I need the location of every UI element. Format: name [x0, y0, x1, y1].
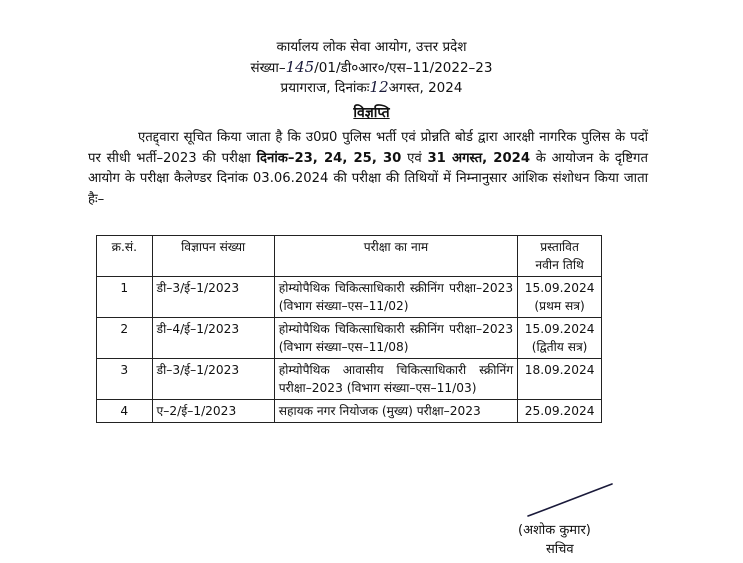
table-row [97, 318, 602, 359]
cell-shift: (प्रथम सत्र) [534, 299, 585, 313]
notice-month-bold: 31 अगस्त, 2024 [427, 150, 530, 166]
header-date-line2: नवीन तिथि [535, 258, 584, 272]
notice-paragraph [88, 128, 648, 210]
reference-prefix: संख्या– [250, 60, 286, 76]
cell-exam: होम्योपैथिक आवासीय चिकित्साधिकारी स्क्रीनिंग परीक्षा–2023 (विभाग संख्या–एस–11/03) [274, 359, 517, 400]
table-row [97, 277, 602, 318]
table-row [97, 400, 602, 423]
cell-sno: 1 [97, 277, 153, 318]
cell-sno: 2 [97, 318, 153, 359]
cell-exam: सहायक नगर नियोजक (मुख्य) परीक्षा–2023 [274, 400, 517, 423]
reference-handwritten-number: 145 [285, 58, 315, 76]
cell-exam: होम्योपैथिक चिकित्साधिकारी स्क्रीनिंग परीक्षा–2023 (विभाग संख्या–एस–11/02) [274, 277, 517, 318]
cell-sno: 3 [97, 359, 153, 400]
cell-shift: (द्वितीय सत्र) [531, 340, 588, 354]
table-header-row [97, 236, 602, 277]
notice-text-part3: के आयोजन के दृष्टिगत आयोग के परीक्षा कैलेण्डर दिनांक 03.06.2024 की परीक्षा की तिथियों में निम्नानुसार आंशिक संशोधन किया जाता हैः– [88, 150, 648, 207]
header-advt: विज्ञापन संख्या [152, 236, 274, 277]
cell-date-value: 15.09.2024 [524, 281, 595, 295]
notice-dates-bold: दिनांक–23, 24, 25, 30 [256, 150, 402, 166]
notice-text-part2: एवं [401, 150, 428, 166]
signatory-name: (अशोक कुमार) [518, 523, 591, 538]
table-row [97, 359, 602, 400]
signature-scribble-icon [520, 480, 620, 520]
notice-text-part1: एतद्द्वारा सूचित किया जाता है कि उ0प्र0 पुलिस भर्ती एवं प्रोन्नति बोर्ड द्वारा आरक्षी नागरिक पुलिस के पदों पर सीधी भर्ती–2023 की परीक्षा [88, 130, 648, 166]
notice-title: विज्ञप्ति [353, 105, 390, 121]
cell-date-value: 18.09.2024 [524, 363, 595, 377]
cell-advt: डी–3/ई–1/2023 [152, 277, 274, 318]
cell-advt: ए–2/ई–1/2023 [152, 400, 274, 423]
office-name: कार्यालय लोक सेवा आयोग, उत्तर प्रदेश [276, 39, 467, 55]
reference-number [0, 58, 743, 78]
cell-date-value: 25.09.2024 [524, 404, 595, 418]
place-date-prefix: प्रयागराज, दिनांकः [280, 80, 370, 96]
place-date [0, 78, 743, 98]
handwritten-day: 12 [369, 78, 389, 96]
cell-date [518, 318, 602, 359]
place-date-suffix: अगस्त, 2024 [388, 80, 463, 96]
cell-date-value: 15.09.2024 [524, 322, 595, 336]
cell-date [518, 277, 602, 318]
cell-advt: डी–3/ई–1/2023 [152, 359, 274, 400]
cell-exam: होम्योपैथिक चिकित्साधिकारी स्क्रीनिंग परीक्षा–2023 (विभाग संख्या–एस–11/08) [274, 318, 517, 359]
reference-suffix: /01/डी०आर०/एस–11/2022–23 [314, 60, 493, 76]
cell-sno: 4 [97, 400, 153, 423]
cell-date [518, 400, 602, 423]
header-date [518, 236, 602, 277]
cell-advt: डी–4/ई–1/2023 [152, 318, 274, 359]
header-exam: परीक्षा का नाम [274, 236, 517, 277]
header-date-line1: प्रस्तावित [540, 240, 579, 254]
header-sno: क्र.सं. [97, 236, 153, 277]
schedule-table [96, 235, 602, 423]
signatory-designation: सचिव [546, 542, 574, 557]
cell-date [518, 359, 602, 400]
